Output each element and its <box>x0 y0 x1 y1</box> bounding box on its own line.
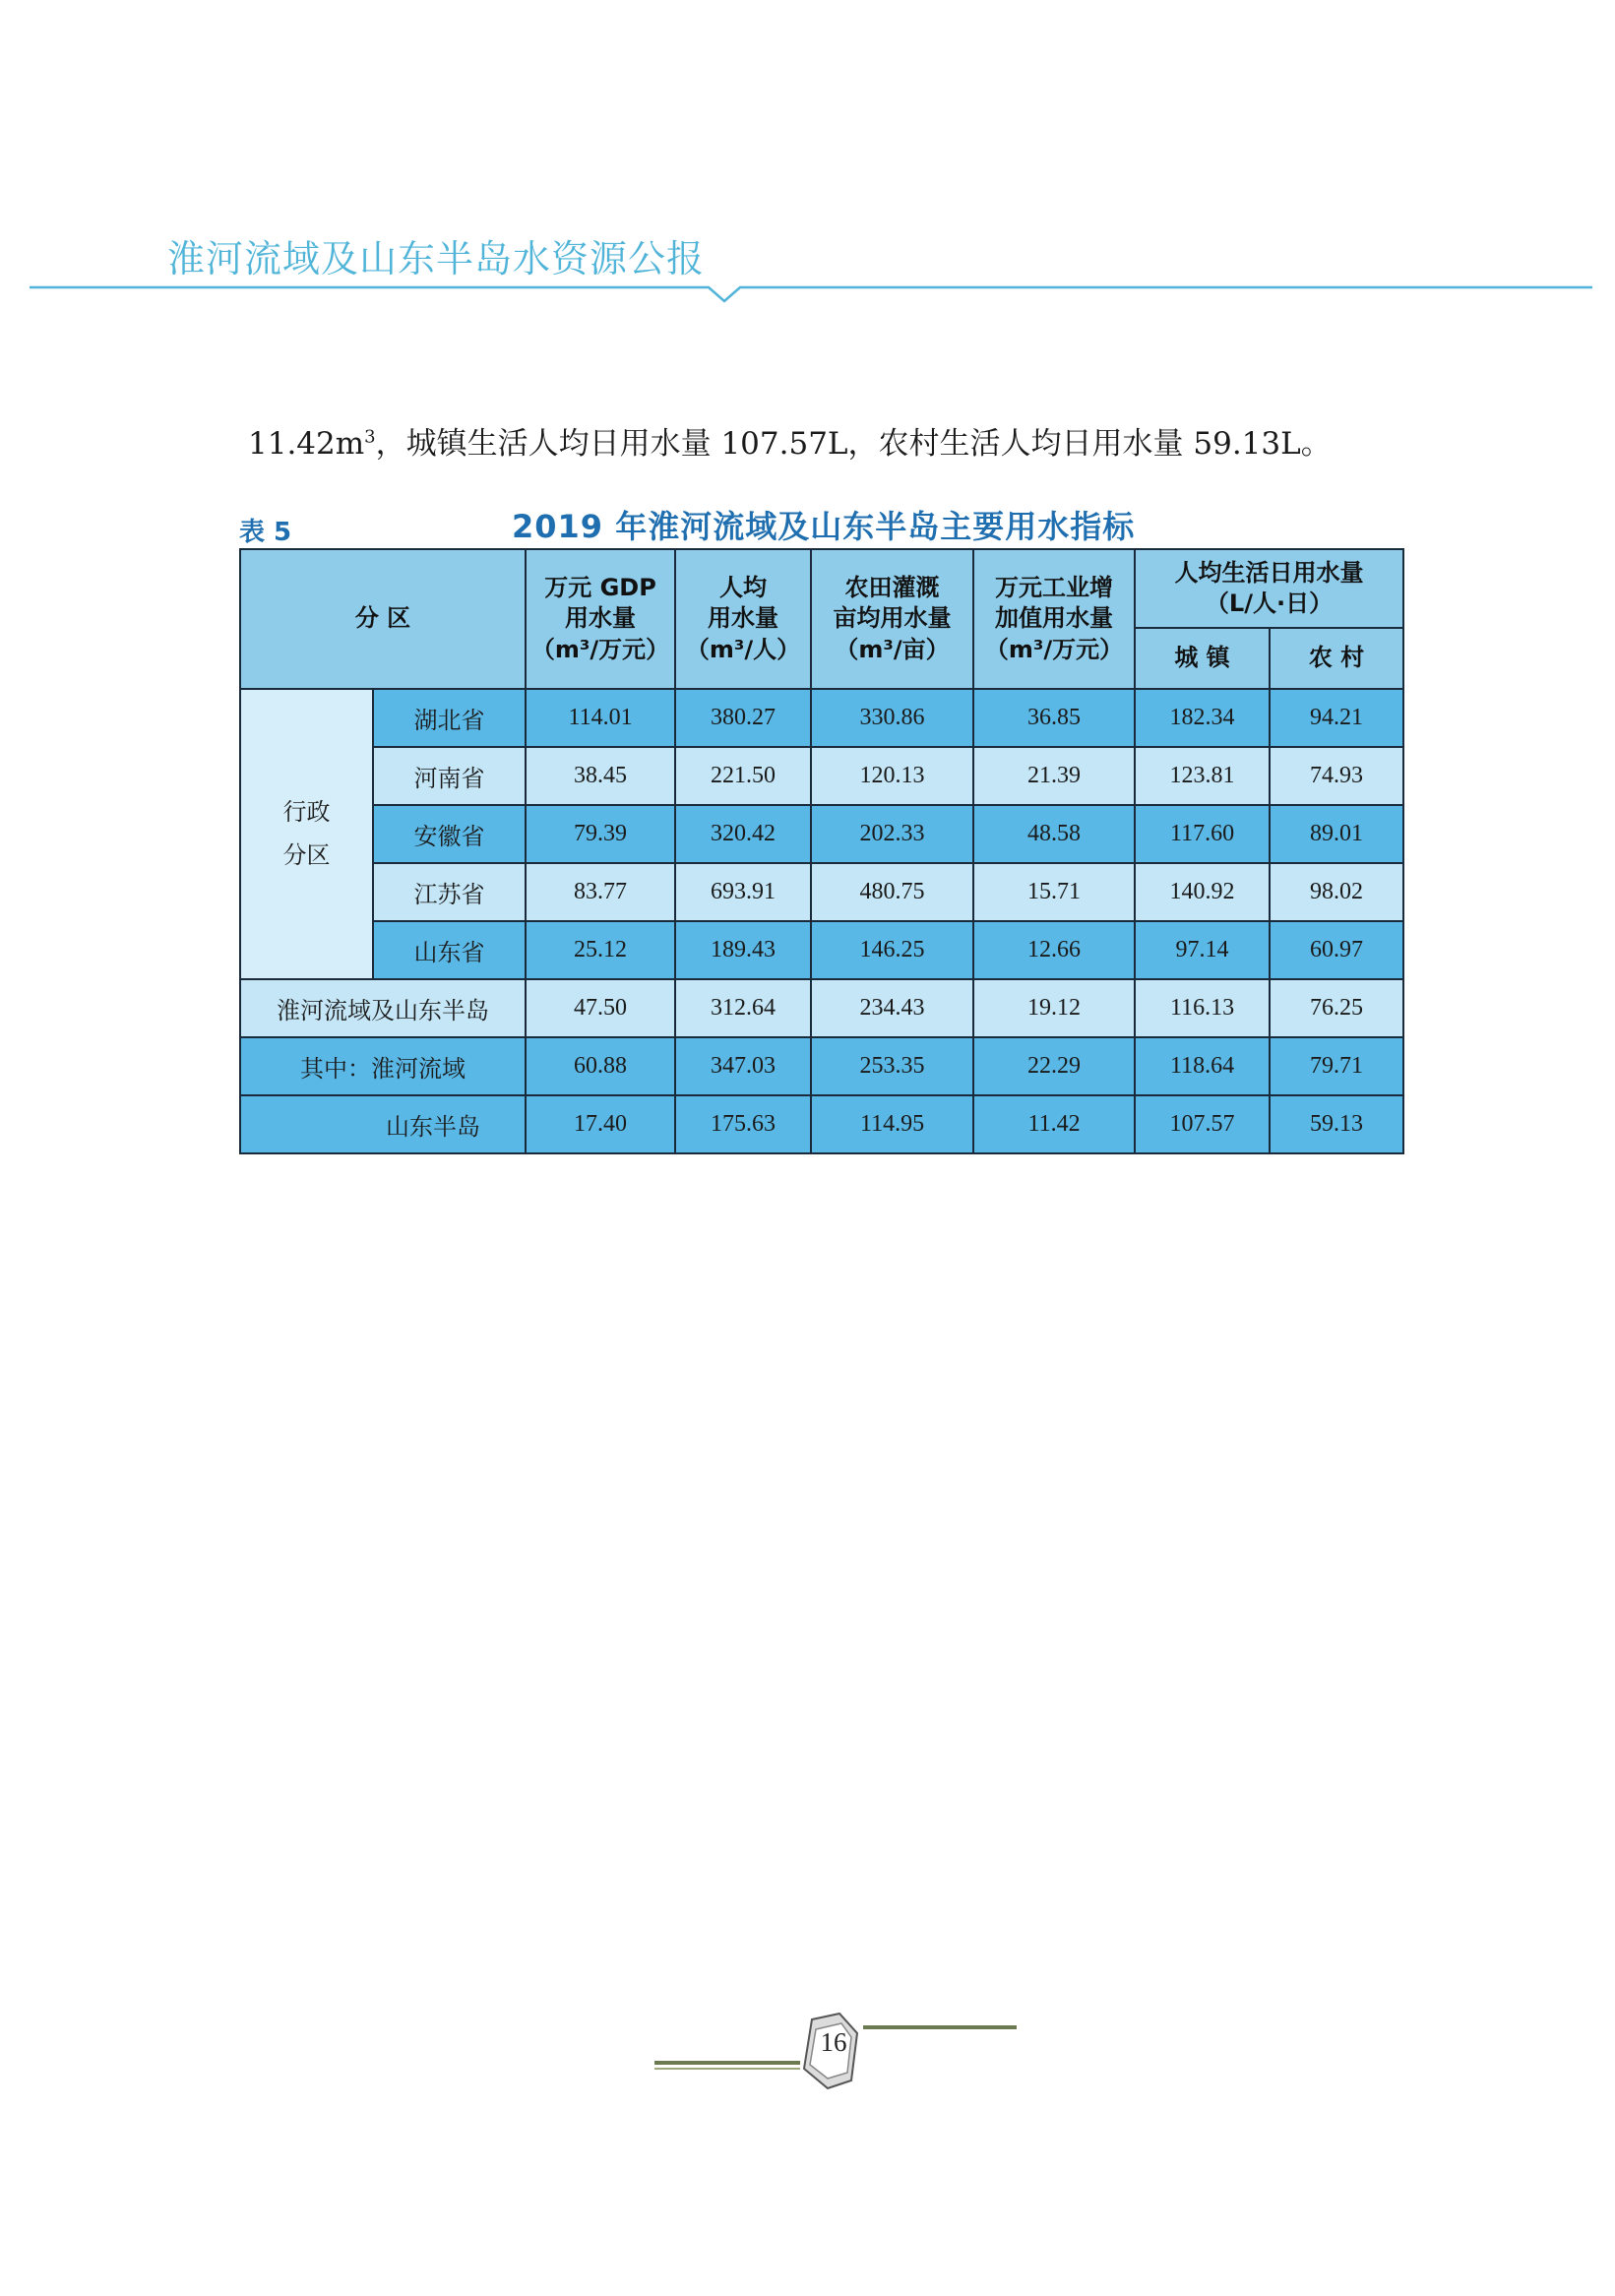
cell-value: 182.34 <box>1135 689 1270 747</box>
header-region: 分 区 <box>240 549 526 689</box>
cell-value: 114.01 <box>526 689 675 747</box>
cell-value: 123.81 <box>1135 747 1270 805</box>
header-per-capita <box>675 549 811 689</box>
cell-value: 25.12 <box>526 921 675 979</box>
row-name: 淮河流域及山东半岛 <box>240 979 526 1037</box>
cell-value: 234.43 <box>811 979 973 1037</box>
cell-value: 36.85 <box>973 689 1135 747</box>
group-label-line1: 行政 <box>282 798 331 827</box>
cell-value: 59.13 <box>1270 1095 1403 1153</box>
cell-value: 60.97 <box>1270 921 1403 979</box>
cell-value: 47.50 <box>526 979 675 1037</box>
cell-value: 175.63 <box>675 1095 811 1153</box>
cell-value: 15.71 <box>973 863 1135 921</box>
cell-value: 48.58 <box>973 805 1135 863</box>
body-superscript: 3 <box>364 426 376 448</box>
cell-value: 118.64 <box>1135 1037 1270 1095</box>
header-industry-unit: （m³/万元） <box>984 635 1124 663</box>
cell-value: 320.42 <box>675 805 811 863</box>
table-row <box>240 1095 1403 1153</box>
cell-value: 98.02 <box>1270 863 1403 921</box>
row-name: 山东省 <box>373 921 526 979</box>
cell-value: 120.13 <box>811 747 973 805</box>
header-per-capita-line2: 用水量 <box>708 604 779 633</box>
cell-value: 312.64 <box>675 979 811 1037</box>
cell-value: 83.77 <box>526 863 675 921</box>
table-row <box>240 1037 1403 1095</box>
cell-value: 76.25 <box>1270 979 1403 1037</box>
header-divider <box>30 283 1592 307</box>
cell-value: 380.27 <box>675 689 811 747</box>
table-row <box>240 747 1403 805</box>
table-row <box>240 689 1403 747</box>
cell-value: 74.93 <box>1270 747 1403 805</box>
header-gdp <box>526 549 675 689</box>
cell-value: 480.75 <box>811 863 973 921</box>
row-name: 湖北省 <box>373 689 526 747</box>
header-irrigation-unit: （m³/亩） <box>835 635 950 663</box>
cell-value: 116.13 <box>1135 979 1270 1037</box>
table-label: 表 5 <box>239 518 292 547</box>
row-name: 其中：淮河流域 <box>240 1037 526 1095</box>
cell-value: 11.42 <box>973 1095 1135 1153</box>
row-name: 安徽省 <box>373 805 526 863</box>
cell-value: 19.12 <box>973 979 1135 1037</box>
cell-value: 89.01 <box>1270 805 1403 863</box>
cell-value: 202.33 <box>811 805 973 863</box>
header-irrigation-line2: 亩均用水量 <box>833 604 952 633</box>
body-paragraph <box>248 418 1332 463</box>
cell-value: 146.25 <box>811 921 973 979</box>
cell-value: 12.66 <box>973 921 1135 979</box>
cell-value: 79.39 <box>526 805 675 863</box>
header-industry-line1: 万元工业增 <box>995 574 1114 602</box>
cell-value: 140.92 <box>1135 863 1270 921</box>
water-use-indicator-table <box>239 548 1404 1154</box>
table-row <box>240 863 1403 921</box>
header-rural: 农 村 <box>1270 628 1403 689</box>
cell-value: 38.45 <box>526 747 675 805</box>
cell-value: 253.35 <box>811 1037 973 1095</box>
cell-value: 79.71 <box>1270 1037 1403 1095</box>
group-label-cell <box>240 689 373 979</box>
cell-value: 221.50 <box>675 747 811 805</box>
header-irrigation-line1: 农田灌溉 <box>844 574 940 602</box>
table-title: 2019 年淮河流域及山东半岛主要用水指标 <box>512 508 1136 545</box>
header-domestic-unit: （L/人·日） <box>1205 590 1334 617</box>
header-irrigation <box>811 549 973 689</box>
table-row <box>240 921 1403 979</box>
cell-value: 693.91 <box>675 863 811 921</box>
header-domestic <box>1135 549 1403 628</box>
header-per-capita-unit: （m³/人） <box>685 635 801 663</box>
header-industry-line2: 加值用水量 <box>995 604 1114 633</box>
row-name: 河南省 <box>373 747 526 805</box>
header-per-capita-line1: 人均 <box>719 574 768 602</box>
header-urban: 城 镇 <box>1135 628 1270 689</box>
header-gdp-unit: （m³/万元） <box>530 635 670 663</box>
row-name: 江苏省 <box>373 863 526 921</box>
header-domestic-line1: 人均生活日用水量 <box>1174 558 1364 587</box>
header-industry <box>973 549 1135 689</box>
cell-value: 17.40 <box>526 1095 675 1153</box>
cell-value: 21.39 <box>973 747 1135 805</box>
cell-value: 97.14 <box>1135 921 1270 979</box>
publication-title: 淮河流域及山东半岛水资源公报 <box>167 237 706 280</box>
table-row <box>240 805 1403 863</box>
group-label-line2: 分区 <box>282 840 331 869</box>
body-text-2: ，城镇生活人均日用水量 107.57L，农村生活人均日用水量 59.13L。 <box>375 426 1332 462</box>
table-row <box>240 979 1403 1037</box>
page-number: 16 <box>820 2027 847 2057</box>
cell-value: 330.86 <box>811 689 973 747</box>
cell-value: 107.57 <box>1135 1095 1270 1153</box>
cell-value: 22.29 <box>973 1037 1135 1095</box>
body-text-1: 11.42m <box>248 426 365 462</box>
cell-value: 347.03 <box>675 1037 811 1095</box>
cell-value: 189.43 <box>675 921 811 979</box>
cell-value: 60.88 <box>526 1037 675 1095</box>
header-gdp-line2: 用水量 <box>565 604 637 633</box>
row-name: 山东半岛 <box>240 1095 526 1153</box>
cell-value: 117.60 <box>1135 805 1270 863</box>
header-gdp-line1: 万元 GDP <box>544 574 656 602</box>
cell-value: 114.95 <box>811 1095 973 1153</box>
cell-value: 94.21 <box>1270 689 1403 747</box>
